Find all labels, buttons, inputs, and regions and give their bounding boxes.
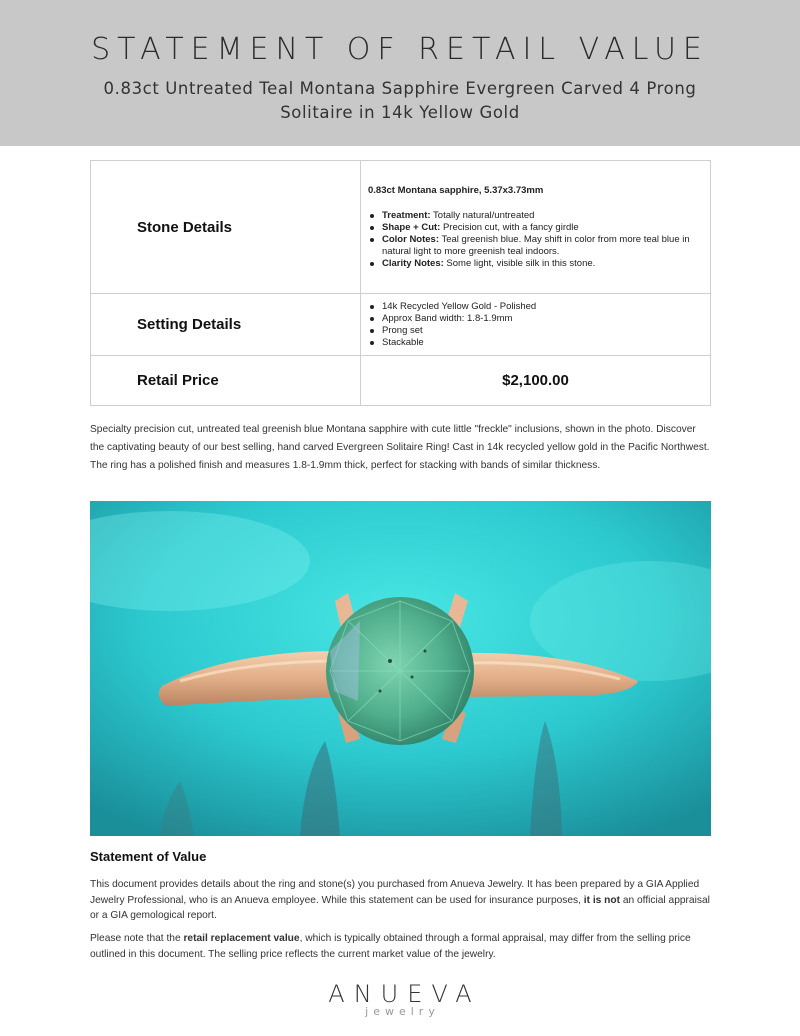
ring-photo: [90, 501, 711, 836]
clarity-notes-value: Some light, visible silk in this stone.: [443, 257, 596, 269]
setting-details-label: Setting Details: [91, 294, 361, 356]
statement-p2-emphasis: retail replacement value: [183, 933, 300, 944]
retail-price-value: $2,100.00: [361, 356, 711, 406]
list-item: [368, 258, 700, 270]
list-item: [368, 210, 700, 222]
stone-details-content: [361, 161, 711, 294]
shape-cut-value: Precision cut, with a fancy girdle: [440, 221, 579, 233]
list-item: [368, 234, 700, 258]
details-table: [90, 160, 711, 406]
shape-cut-key: Shape + Cut:: [382, 221, 441, 233]
statement-p2-text-end: , which is typically obtained through a formal appraisal, may differ from the selling price outlined in this document. The selling price reflects the current market value of the jewelry.: [90, 933, 691, 960]
page-subtitle: 0.83ct Untreated Teal Montana Sapphire Evergreen Carved 4 Prong Solitaire in 14k Yellow Gold: [103, 79, 697, 122]
statement-p1-text-end: an official appraisal or a GIA gemological report.: [90, 894, 710, 921]
page-title: STATEMENT OF RETAIL VALUE: [91, 32, 709, 67]
ring-photo-illustration: [90, 501, 711, 836]
product-description: Specialty precision cut, untreated teal greenish blue Montana sapphire with cute little "freckle" inclusions, shown in the photo. Discover the captivating beauty of our best selling, hand carved Evergreen Solitaire Ring! Cast in 14k recycled yellow gold in the Pacific Northwest. The ring has a polished finish and measures 1.8-1.9mm thick, perfect for stacking with bands of similar thickness.: [90, 424, 710, 471]
retail-price-label: Retail Price: [91, 356, 361, 406]
list-item: Prong set: [368, 325, 700, 337]
statement-p2-text: Please note that the: [90, 933, 184, 944]
list-item: Stackable: [368, 337, 700, 349]
retail-price-row: [91, 356, 711, 406]
statement-p1-text: This document provides details about the ring and stone(s) you purchased from Anueva Jewelry. It has been prepared by a GIA Applied Jewelry Professional, who is an Anueva employee. While this statement can be used for insurance purposes,: [90, 879, 700, 906]
statement-of-value-title: Statement of Value: [90, 849, 207, 864]
list-item: Approx Band width: 1.8-1.9mm: [368, 313, 700, 325]
list-item: 14k Recycled Yellow Gold - Polished: [368, 301, 700, 313]
logo-wordmark: ANUEVA: [328, 980, 481, 1008]
stone-heading: 0.83ct Montana sapphire, 5.37x3.73mm: [368, 184, 544, 196]
clarity-notes-key: Clarity Notes:: [382, 257, 444, 269]
anueva-logo: [0, 980, 800, 1018]
setting-details-row: [91, 294, 711, 356]
setting-details-list: [368, 301, 700, 349]
logo-subtext: jewelry: [365, 1005, 440, 1018]
statement-p1-emphasis: it is not: [583, 894, 621, 906]
treatment-value: Totally natural/untreated: [430, 209, 535, 221]
header-banner: [0, 0, 800, 146]
color-notes-value: Teal greenish blue. May shift in color from more teal blue in natural light to more greenish teal indoors.: [382, 233, 690, 257]
treatment-key: Treatment:: [382, 209, 431, 221]
stone-details-list: [368, 210, 700, 270]
stone-details-label: Stone Details: [91, 161, 361, 294]
stone-details-row: [91, 161, 711, 294]
statement-paragraph-2: [90, 931, 712, 962]
color-notes-key: Color Notes:: [382, 233, 439, 245]
statement-paragraph-1: [90, 877, 712, 924]
list-item: [368, 222, 700, 234]
setting-details-content: [361, 294, 711, 356]
